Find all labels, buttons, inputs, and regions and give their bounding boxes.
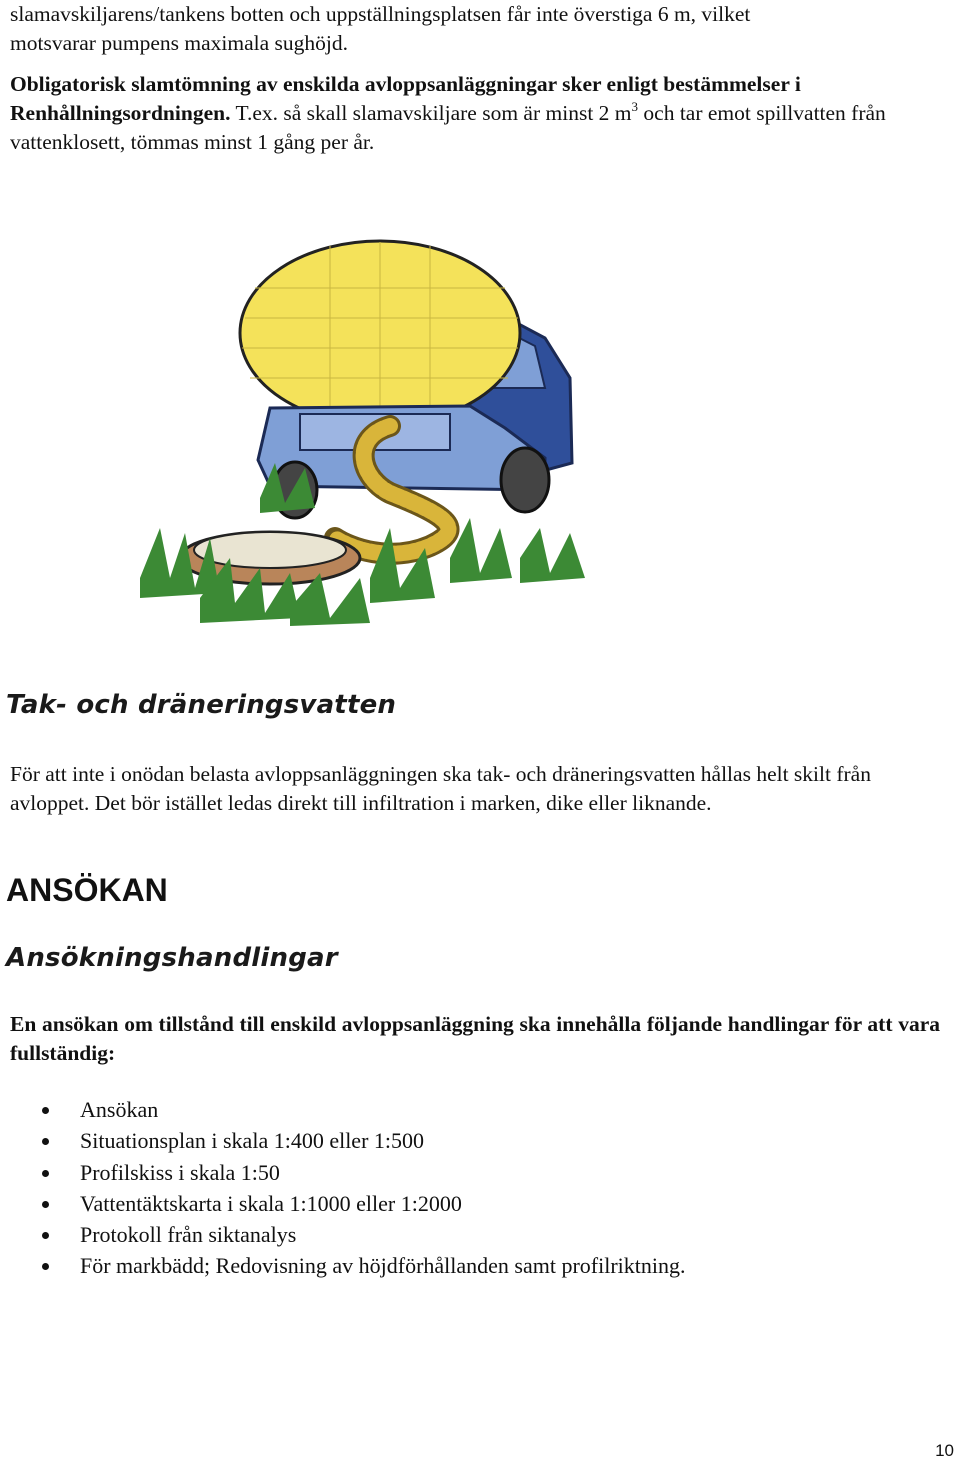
bullet-icon xyxy=(42,1263,49,1270)
bullet-icon xyxy=(42,1170,49,1177)
ansokan-intro-paragraph: En ansökan om tillstånd till enskild avloppsanläggning ska innehålla följande handlingar för att vara fullständig: xyxy=(10,1012,940,1065)
sludge-truck-illustration xyxy=(140,228,600,628)
list-item: Ansökan xyxy=(0,1094,686,1125)
list-item: Protokoll från siktanalys xyxy=(0,1219,686,1250)
rule-paragraph xyxy=(10,70,940,157)
well-opening xyxy=(194,532,346,568)
document-list xyxy=(0,1094,686,1282)
tak-body-paragraph: För att inte i onödan belasta avloppsanläggningen ska tak- och dräneringsvatten hållas helt skilt från avloppet. Det bör istället ledas direkt till infiltration i marken, dike eller liknande. xyxy=(10,762,871,815)
bullet-icon xyxy=(42,1138,49,1145)
page-number: 10 xyxy=(935,1441,954,1460)
list-item: Situationsplan i skala 1:400 eller 1:500 xyxy=(0,1125,686,1156)
heading-ansokan: ANSÖKAN xyxy=(6,872,168,908)
bullet-icon xyxy=(42,1232,49,1239)
superscript-3: 3 xyxy=(631,99,639,114)
bullet-icon xyxy=(42,1107,49,1114)
bullet-icon xyxy=(42,1201,49,1208)
rule-tail-text: och tar emot spillvatten från vattenklosett, tömmas minst 1 gång per år. xyxy=(10,101,886,154)
list-item: Profilskiss i skala 1:50 xyxy=(0,1157,686,1188)
rule-normal-text: T.ex. så skall slamavskiljare som är minst 2 m xyxy=(230,101,632,125)
list-item: För markbädd; Redovisning av höjdförhållanden samt profilriktning. xyxy=(0,1250,686,1281)
heading-tak-dranering: Tak- och dräneringsvatten xyxy=(6,690,397,720)
intro-paragraph: slamavskiljarens/tankens botten och uppställningsplatsen får inte överstiga 6 m, vilket motsvarar pumpens maximala sughöjd. xyxy=(10,2,751,55)
front-wheel xyxy=(501,448,549,512)
list-item: Vattentäktskarta i skala 1:1000 eller 1:2000 xyxy=(0,1188,686,1219)
heading-ansokningshandlingar: Ansökningshandlingar xyxy=(6,943,338,973)
rule-bold-text: Obligatorisk slamtömning av enskilda avloppsanläggningar sker enligt bestämmelser i Renhållningsordningen. xyxy=(10,72,801,125)
